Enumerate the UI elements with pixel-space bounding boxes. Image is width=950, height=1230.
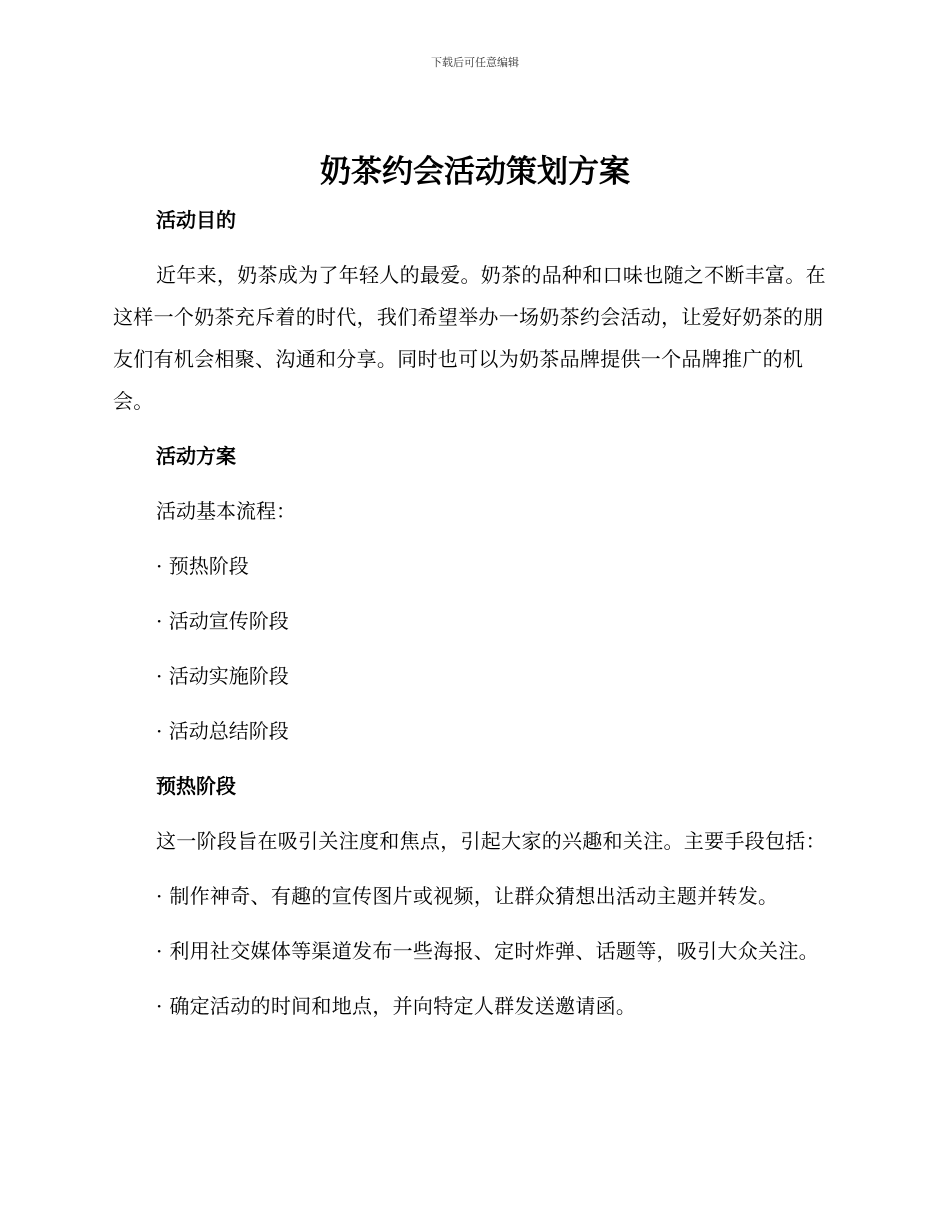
header-note: 下载后可任意编辑 [431,56,519,69]
warmup-list-item: · 制作神奇、有趣的宣传图片或视频，让群众猜想出活动主题并转发。 [156,884,779,908]
section-heading-plan: 活动方案 [156,444,236,468]
plan-step-item: · 活动总结阶段 [156,719,289,743]
plan-step-item: · 预热阶段 [156,554,249,578]
warmup-list-item: · 确定活动的时间和地点，并向特定人群发送邀请函。 [156,994,637,1018]
plan-step-item: · 活动实施阶段 [156,664,289,688]
plan-step-item: · 活动宣传阶段 [156,609,289,633]
warmup-paragraph: 这一阶段旨在吸引关注度和焦点，引起大家的兴趣和关注。主要手段包括： [156,829,826,853]
purpose-paragraph: 近年来，奶茶成为了年轻人的最爱。奶茶的品种和口味也随之不断丰富。在这样一个奶茶充斥着的时代，我们希望举办一场奶茶约会活动，让爱好奶茶的朋友们有机会相聚、沟通和分享。同时也可以为奶茶品牌提供一个品牌推广的机会。 [113,263,826,413]
document-body [113,199,833,1040]
section-heading-warmup: 预热阶段 [156,774,236,798]
warmup-list-item: · 利用社交媒体等渠道发布一些海报、定时炸弹、话题等，吸引大众关注。 [156,939,819,963]
plan-intro: 活动基本流程： [156,499,296,523]
document-title: 奶茶约会活动策划方案 [320,154,630,190]
section-heading-purpose: 活动目的 [156,208,236,232]
